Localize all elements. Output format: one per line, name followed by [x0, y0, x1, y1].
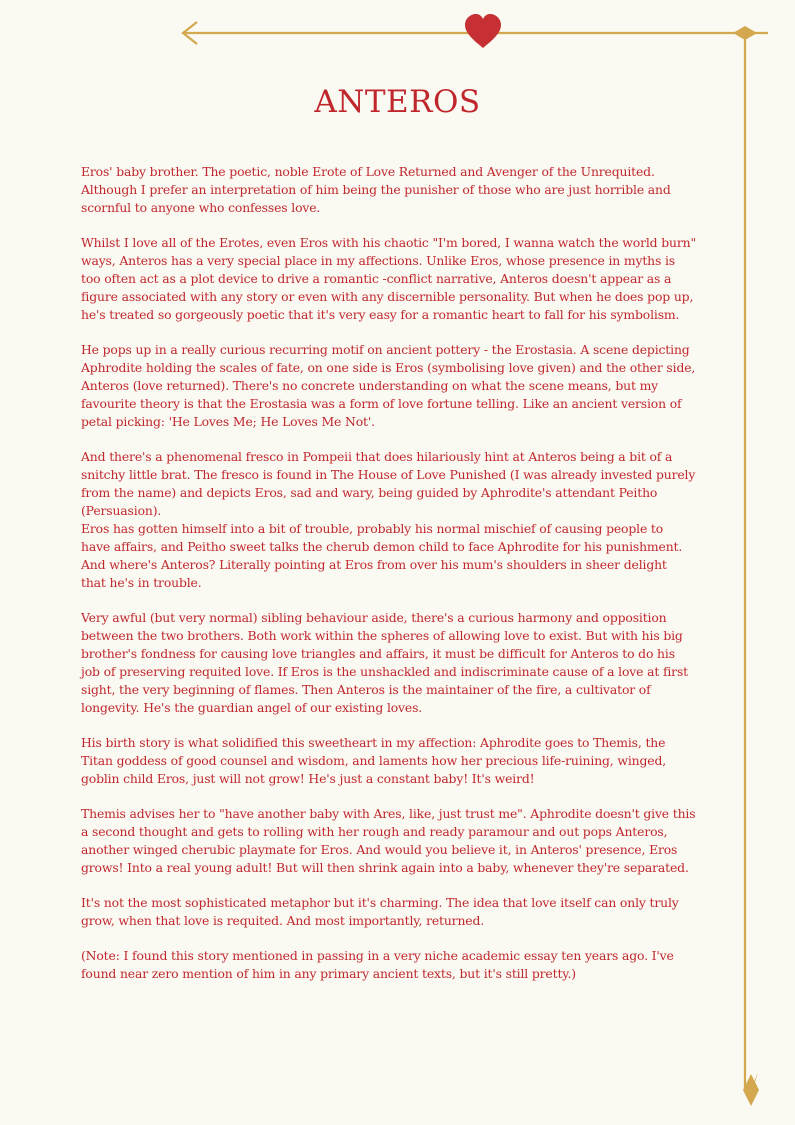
- paragraph-birth-story: His birth story is what solidified this sweetheart in my affection: Aphrodite goes to Themis, the Titan goddess of good counsel and wisdom, and laments how her precious life-ruining, winged, goblin child Eros, just will not grow! He's just a constant baby! It's weird!: [81, 735, 667, 786]
- paragraph-themis-advice: Themis advises her to "have another baby with Ares, like, just trust me". Aphrodite doesn't give this a second thought and gets to rolling with her rough and ready paramour and out pops Anteros, another winged cherubic playmate for Eros. And would you believe it, in Anteros' presence, Eros grows! Into a real young adult! But will then shrink again into a baby, whenever they're separated.: [81, 806, 696, 875]
- paragraph-harmony: Very awful (but very normal) sibling behaviour aside, there's a curious harmony and opposition between the two brothers. Both work within the spheres of allowing love to exist. But with his big brother's fondness for causing love triangles and affairs, it must be difficult for Anteros to do his job of preserving requited love. If Eros is the unshackled and indiscriminate cause of a love at first sight, the very beginning of flames. Then Anteros is the maintainer of the fire, a cultivator of longevity. He's the guardian angel of our existing loves.: [81, 610, 688, 715]
- paragraph-note: (Note: I found this story mentioned in passing in a very niche academic essay ten years ago. I've found near zero mention of him in any primary ancient texts, but it's still pretty.): [81, 948, 674, 981]
- page-title: ANTEROS: [314, 84, 481, 120]
- paragraph-metaphor: It's not the most sophisticated metaphor but it's charming. The idea that love itself can only truly grow, when that love is requited. And most importantly, returned.: [81, 895, 679, 928]
- paragraph-erostasia: He pops up in a really curious recurring motif on ancient pottery - the Erostasia. A scene depicting Aphrodite holding the scales of fate, on one side is Eros (symbolising love given) and the other side, Anteros (love returned). There's no concrete understanding on what the scene means, but my favourite theory is that the Erostasia was a form of love fortune telling. Like an ancient version of petal picking: 'He Loves Me; He Loves Me Not'.: [81, 342, 696, 429]
- paragraph-affection: Whilst I love all of the Erotes, even Eros with his chaotic "I'm bored, I wanna watch the world burn" ways, Anteros has a very special place in my affections. Unlike Eros, whose presence in myths is too often act as a plot device to drive a romantic -conflict narrative, Anteros doesn't appear as a figure associated with any story or even with any discernible personality. But when he does pop up, he's treated so gorgeously poetic that it's very easy for a romantic heart to fall for his symbolism.: [81, 235, 696, 322]
- paragraph-intro: Eros' baby brother. The poetic, noble Erote of Love Returned and Avenger of the Unrequited. Although I prefer an interpretation of him being the punisher of those who are just horrible and scornful to anyone who confesses love.: [81, 164, 671, 215]
- heart-icon: [465, 14, 501, 48]
- paragraph-pompeii-fresco: And there's a phenomenal fresco in Pompeii that does hilariously hint at Anteros being a bit of a snitchy little brat. The fresco is found in The House of Love Punished (I was already invested purely from the name) and depicts Eros, sad and wary, being guided by Aphrodite's attendant Peitho (Persuasion). Eros has gotten himself into a bit of trouble, probably his normal mischief of causing people to have affairs, and Peitho sweet talks the cherub demon child to face Aphrodite for his punishment. And where's Anteros? Literally pointing at Eros from over his mum's shoulders in sheer delight that he's in trouble.: [81, 449, 696, 590]
- article-body: [81, 163, 721, 1000]
